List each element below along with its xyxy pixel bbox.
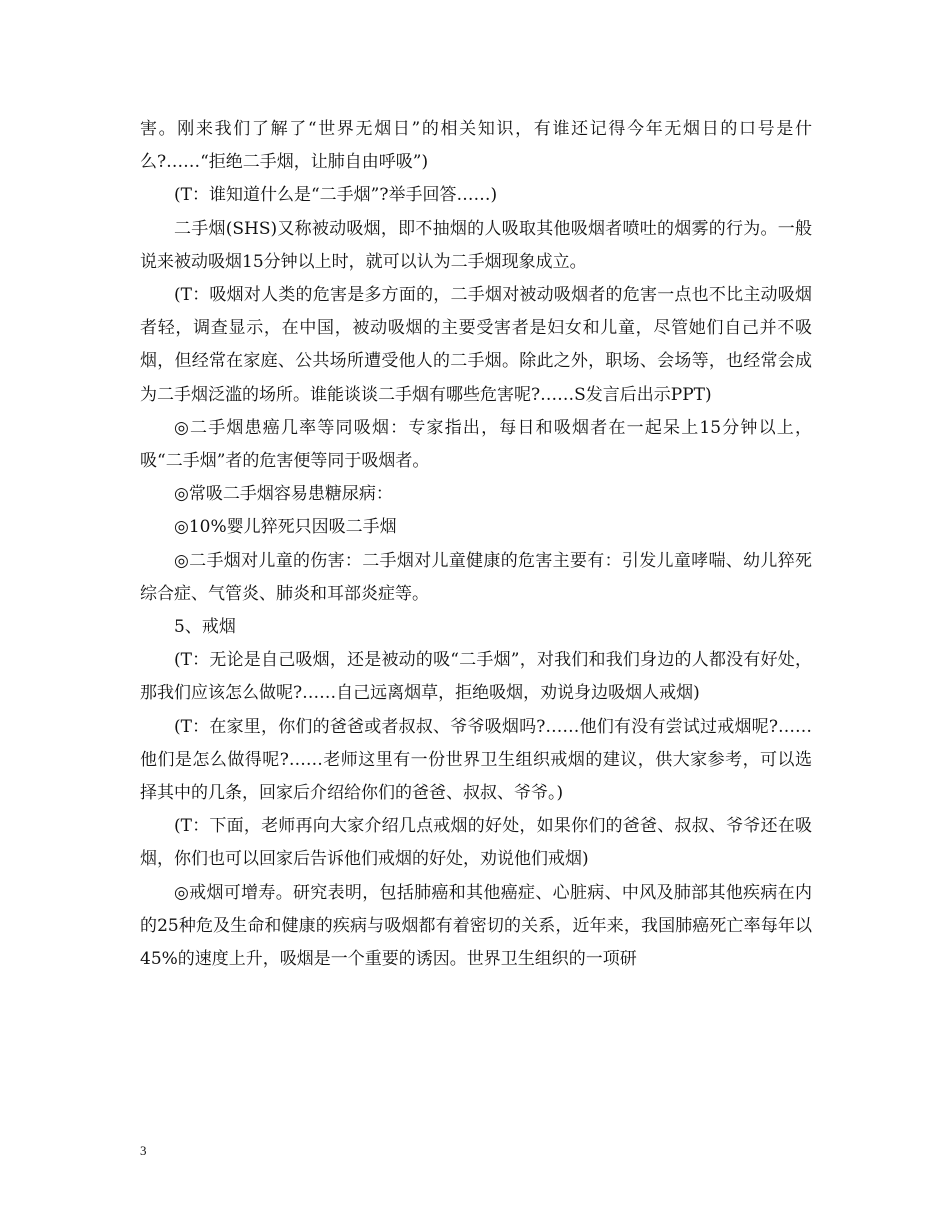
paragraph: (T：无论是自己吸烟，还是被动的吸“二手烟”，对我们和我们身边的人都没有好处，那我们应该怎么做呢?……自己远离烟草，拒绝吸烟，劝说身边吸烟人戒烟) xyxy=(140,650,812,704)
paragraph: (T：在家里，你们的爸爸或者叔叔、爷爷吸烟吗?……他们有没有尝试过戒烟呢?……他们是怎么做得呢?……老师这里有一份世界卫生组织戒烟的建议，供大家参考，可以选择其中的几条，回家后介绍给你们的爸爸、叔叔、爷爷。) xyxy=(140,716,812,804)
paragraph: ◎二手烟对儿童的伤害：二手烟对儿童健康的危害主要有：引发儿童哮喘、幼儿猝死综合症、气管炎、肺炎和耳部炎症等。 xyxy=(140,550,812,604)
paragraph: ◎常吸二手烟容易患糖尿病： xyxy=(174,484,393,505)
page-number: 3 xyxy=(140,1143,147,1158)
paragraph: 害。刚来我们了解了“世界无烟日”的相关知识，有谁还记得今年无烟日的口号是什么?……“拒绝二手烟，让肺自由呼吸”) xyxy=(140,119,812,173)
paragraph: ◎戒烟可增寿。研究表明，包括肺癌和其他癌症、心脏病、中风及肺部其他疾病在内的25种危及生命和健康的疾病与吸烟都有着密切的关系，近年来，我国肺癌死亡率每年以45%的速度上升，吸烟是一个重要的诱因。世界卫生组织的一项研 xyxy=(140,882,812,970)
section-heading: 5、戒烟 xyxy=(174,617,236,638)
paragraph: 二手烟(SHS)又称被动吸烟，即不抽烟的人吸取其他吸烟者喷吐的烟雾的行为。一般说来被动吸烟15分钟以上时，就可以认为二手烟现象成立。 xyxy=(140,218,812,272)
paragraph: (T：吸烟对人类的危害是多方面的，二手烟对被动吸烟者的危害一点也不比主动吸烟者轻，调查显示，在中国，被动吸烟的主要受害者是妇女和儿童，尽管她们自己并不吸烟，但经常在家庭、公共场所遭受他人的二手烟。除此之外，职场、会场等，也经常会成为二手烟泛滥的场所。谁能谈谈二手烟有哪些危害呢?……S发言后出示PPT) xyxy=(140,285,812,405)
paragraph: (T：下面，老师再向大家介绍几点戒烟的好处，如果你们的爸爸、叔叔、爷爷还在吸烟，你们也可以回家后告诉他们戒烟的好处，劝说他们戒烟) xyxy=(140,816,812,870)
paragraph: (T：谁知道什么是“二手烟”?举手回答……) xyxy=(174,185,498,206)
paragraph: ◎10%婴儿猝死只因吸二手烟 xyxy=(174,517,397,538)
paragraph: ◎二手烟患癌几率等同吸烟：专家指出，每日和吸烟者在一起呆上15分钟以上，吸“二手烟”者的危害便等同于吸烟者。 xyxy=(140,417,812,472)
document-body xyxy=(140,113,812,976)
